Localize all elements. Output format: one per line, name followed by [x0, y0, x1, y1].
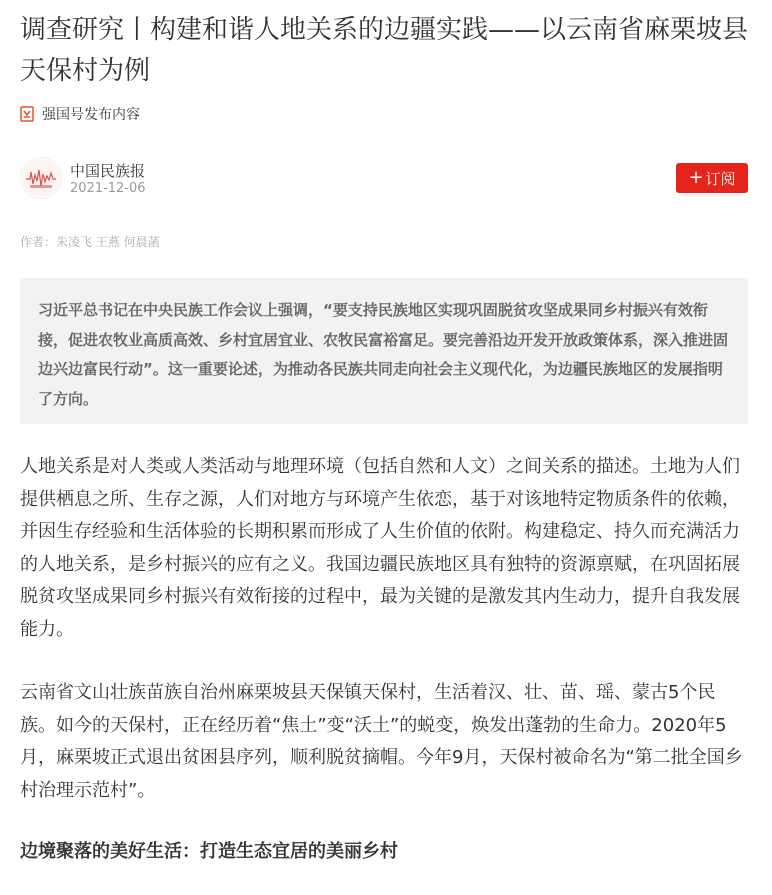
publish-date: 2021-12-06 — [70, 181, 146, 196]
publisher-logo[interactable] — [20, 157, 62, 199]
publisher-bar — [20, 157, 748, 201]
source-line — [20, 104, 140, 124]
plus-icon: + — [688, 167, 704, 188]
author-line: 作者：朱凌飞 王燕 何晨菡 — [20, 235, 160, 249]
summary-text: 习近平总书记在中央民族工作会议上强调，“要支持民族地区实现巩固脱贫攻坚成果同乡村振兴有效衔接，促进农牧业高质高效、乡村宜居宜业、农牧民富裕富足。要完善沿边开发开放政策体系，深入推进固边兴边富民行动”。这一重要论述，为推动各民族共同走向社会主义现代化，为边疆民族地区的发展指明了方向。 — [38, 301, 729, 408]
subscribe-label: 订阅 — [705, 169, 736, 188]
publisher-name[interactable]: 中国民族报 — [70, 162, 146, 180]
article-title: 调查研究丨构建和谐人地关系的边疆实践——以云南省麻栗坡县天保村为例 — [20, 15, 749, 86]
body-paragraph-2: 云南省文山壮族苗族自治州麻栗坡县天保镇天保村，生活着汉、壮、苗、瑶、蒙古5个民族。如今的天保村，正在经历着“焦土”变“沃土”的蜕变，焕发出蓬勃的生命力。2020年5月，麻栗坡正式退出贫困县序列，顺利脱贫摘帽。今年9月，天保村被命名为“第二批全国乡村治理示范村”。 — [20, 682, 743, 801]
body-paragraph-1: 人地关系是对人类或人类活动与地理环境（包括自然和人文）之间关系的描述。土地为人们提供栖息之所、生存之源，人们对地方与环境产生依恋，基于对该地特定物质条件的依赖，并因生存经验和生活体验的长期积累而形成了人生价值的依附。构建稳定、持久而充满活力的人地关系，是乡村振兴的应有之义。我国边疆民族地区具有独特的资源禀赋，在巩固拓展脱贫攻坚成果同乡村振兴有效衔接的过程中，最为关键的是激发其内生动力，提升自我发展能力。 — [20, 456, 740, 640]
summary-box — [20, 278, 748, 424]
source-label: 强国号发布内容 — [42, 107, 140, 123]
badge-icon — [20, 106, 34, 122]
subscribe-button[interactable] — [676, 163, 748, 193]
section-heading: 边境聚落的美好生活：打造生态宜居的美丽乡村 — [20, 841, 398, 862]
